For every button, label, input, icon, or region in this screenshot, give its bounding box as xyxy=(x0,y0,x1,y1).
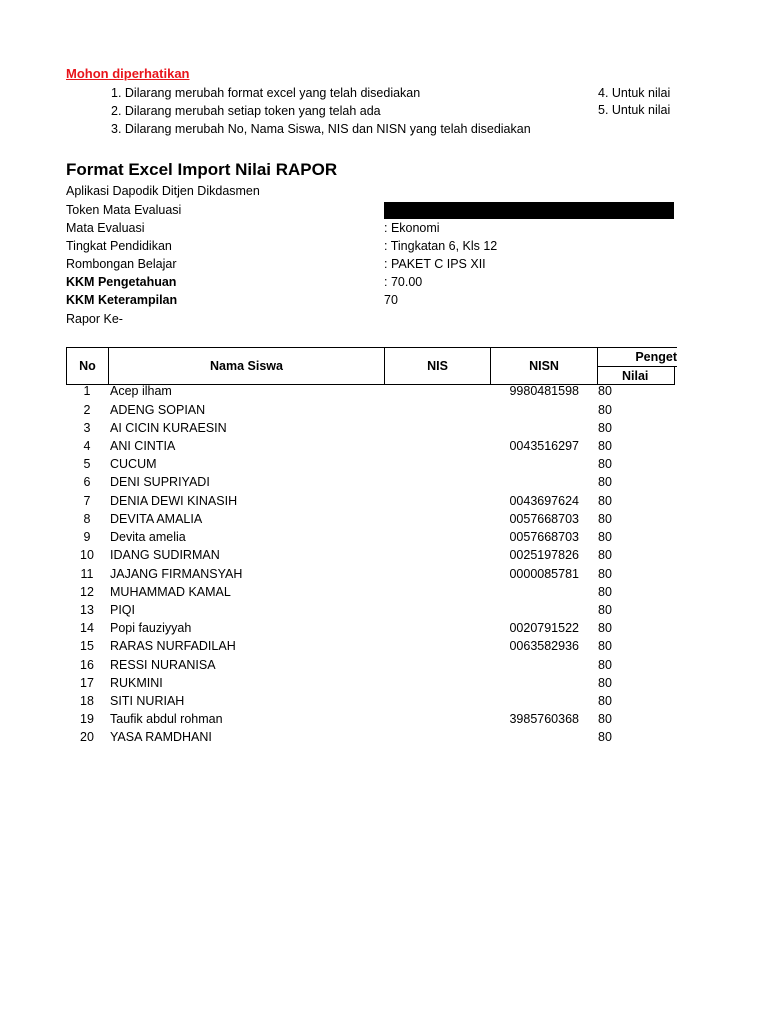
cell-nilai: 80 xyxy=(598,475,612,489)
cell-no: 10 xyxy=(80,548,94,562)
table-row xyxy=(0,585,768,603)
table-row xyxy=(0,512,768,530)
kkm-pengetahuan-value: : 70.00 xyxy=(384,275,423,289)
kkm-keterampilan-value: 70 xyxy=(384,293,398,307)
table-row xyxy=(0,475,768,493)
cell-nama: Acep ilham xyxy=(110,384,172,398)
cell-nilai: 80 xyxy=(598,621,612,635)
cell-no: 16 xyxy=(80,658,94,672)
cell-nilai: 80 xyxy=(598,712,612,726)
cell-nisn: 0025197826 xyxy=(509,548,579,562)
table-row xyxy=(0,494,768,512)
header-pengetahuan-label: Penget xyxy=(635,350,677,364)
header-no: No xyxy=(66,347,109,385)
tingkat-label: Tingkat Pendidikan xyxy=(66,239,172,253)
header-nama: Nama Siswa xyxy=(108,347,385,385)
cell-nama: SITI NURIAH xyxy=(110,694,185,708)
cell-nilai: 80 xyxy=(598,512,612,526)
mata-evaluasi-value: : Ekonomi xyxy=(384,221,440,235)
cell-no: 13 xyxy=(80,603,94,617)
table-row xyxy=(0,567,768,585)
cell-no: 1 xyxy=(83,384,91,398)
notice-item-4: 4. Untuk nilai xyxy=(598,86,671,100)
cell-nilai: 80 xyxy=(598,603,612,617)
table-row xyxy=(0,439,768,457)
rapor-ke-label: Rapor Ke- xyxy=(66,312,123,326)
token-redacted-bar xyxy=(384,202,674,219)
table-row xyxy=(0,603,768,621)
table-row xyxy=(0,658,768,676)
table-row xyxy=(0,712,768,730)
subtitle: Aplikasi Dapodik Ditjen Dikdasmen xyxy=(66,184,260,198)
cell-nilai: 80 xyxy=(598,694,612,708)
table-row xyxy=(0,676,768,694)
cell-nama: DENI SUPRIYADI xyxy=(110,475,210,489)
table-row xyxy=(0,457,768,475)
table-row xyxy=(0,421,768,439)
header-nis: NIS xyxy=(384,347,491,385)
cell-no: 15 xyxy=(80,639,94,653)
cell-nama: YASA RAMDHANI xyxy=(110,730,212,744)
kkm-keterampilan-label: KKM Keterampilan xyxy=(66,293,178,307)
token-label: Token Mata Evaluasi xyxy=(66,203,182,217)
notice-item-5: 5. Untuk nilai xyxy=(598,103,671,117)
table-row xyxy=(0,384,768,402)
cell-no: 14 xyxy=(80,621,94,635)
cell-nilai: 80 xyxy=(598,548,612,562)
cell-nama: Popi fauziyyah xyxy=(110,621,192,635)
cell-nisn: 0043516297 xyxy=(509,439,579,453)
table-row xyxy=(0,530,768,548)
cell-nilai: 80 xyxy=(598,384,612,398)
cell-nama: MUHAMMAD KAMAL xyxy=(110,585,231,599)
cell-no: 20 xyxy=(80,730,94,744)
cell-no: 9 xyxy=(83,530,91,544)
cell-nama: PIQI xyxy=(110,603,136,617)
cell-nama: Devita amelia xyxy=(110,530,186,544)
kkm-pengetahuan-label: KKM Pengetahuan xyxy=(66,275,177,289)
cell-nama: ANI CINTIA xyxy=(110,439,176,453)
cell-nama: ADENG SOPIAN xyxy=(110,403,206,417)
cell-nilai: 80 xyxy=(598,530,612,544)
table-row xyxy=(0,621,768,639)
cell-no: 18 xyxy=(80,694,94,708)
cell-no: 6 xyxy=(83,475,91,489)
page-title: Format Excel Import Nilai RAPOR xyxy=(66,160,338,179)
cell-nisn: 0000085781 xyxy=(509,567,579,581)
cell-no: 11 xyxy=(80,567,94,581)
cell-no: 3 xyxy=(83,421,91,435)
table-row xyxy=(0,639,768,657)
cell-no: 4 xyxy=(83,439,91,453)
cell-nisn: 0063582936 xyxy=(509,639,579,653)
cell-nilai: 80 xyxy=(598,403,612,417)
cell-nilai: 80 xyxy=(598,421,612,435)
header-nisn: NISN xyxy=(490,347,598,385)
cell-no: 17 xyxy=(80,676,94,690)
cell-nilai: 80 xyxy=(598,585,612,599)
cell-nilai: 80 xyxy=(598,457,612,471)
cell-no: 2 xyxy=(83,403,91,417)
cell-nama: RESSI NURANISA xyxy=(110,658,216,672)
table-row xyxy=(0,694,768,712)
tingkat-value: : Tingkatan 6, Kls 12 xyxy=(384,239,498,253)
cell-nisn: 0057668703 xyxy=(509,530,579,544)
cell-nisn: 0043697624 xyxy=(509,494,579,508)
cell-nisn: 0057668703 xyxy=(509,512,579,526)
cell-nilai: 80 xyxy=(598,439,612,453)
cell-nama: IDANG SUDIRMAN xyxy=(110,548,220,562)
cell-nisn: 9980481598 xyxy=(509,384,579,398)
cell-nama: Taufik abdul rohman xyxy=(110,712,223,726)
notice-title: Mohon diperhatikan xyxy=(66,66,190,81)
table-row xyxy=(0,403,768,421)
header-nilai: Nilai xyxy=(597,366,675,385)
cell-nama: DEVITA AMALIA xyxy=(110,512,203,526)
table-row xyxy=(0,548,768,566)
cell-nilai: 80 xyxy=(598,567,612,581)
cell-nilai: 80 xyxy=(598,494,612,508)
cell-nama: RARAS NURFADILAH xyxy=(110,639,236,653)
cell-nisn: 3985760368 xyxy=(509,712,579,726)
cell-nama: JAJANG FIRMANSYAH xyxy=(110,567,243,581)
cell-nama: DENIA DEWI KINASIH xyxy=(110,494,238,508)
mata-evaluasi-label: Mata Evaluasi xyxy=(66,221,145,235)
cell-no: 7 xyxy=(83,494,91,508)
cell-no: 8 xyxy=(83,512,91,526)
cell-nilai: 80 xyxy=(598,639,612,653)
header-pengetahuan-group xyxy=(597,347,677,367)
notice-item-1: 1. Dilarang merubah format excel yang telah disediakan xyxy=(111,86,421,100)
cell-no: 5 xyxy=(83,457,91,471)
cell-nama: RUKMINI xyxy=(110,676,163,690)
cell-nama: CUCUM xyxy=(110,457,157,471)
notice-item-3: 3. Dilarang merubah No, Nama Siswa, NIS dan NISN yang telah disediakan xyxy=(111,122,531,136)
cell-nisn: 0020791522 xyxy=(509,621,579,635)
rombel-value: : PAKET C IPS XII xyxy=(384,257,486,271)
table-row xyxy=(0,730,768,748)
rombel-label: Rombongan Belajar xyxy=(66,257,177,271)
cell-nama: AI CICIN KURAESIN xyxy=(110,421,227,435)
cell-nilai: 80 xyxy=(598,658,612,672)
cell-nilai: 80 xyxy=(598,730,612,744)
cell-no: 19 xyxy=(80,712,94,726)
notice-item-2: 2. Dilarang merubah setiap token yang telah ada xyxy=(111,104,381,118)
cell-no: 12 xyxy=(80,585,94,599)
cell-nilai: 80 xyxy=(598,676,612,690)
